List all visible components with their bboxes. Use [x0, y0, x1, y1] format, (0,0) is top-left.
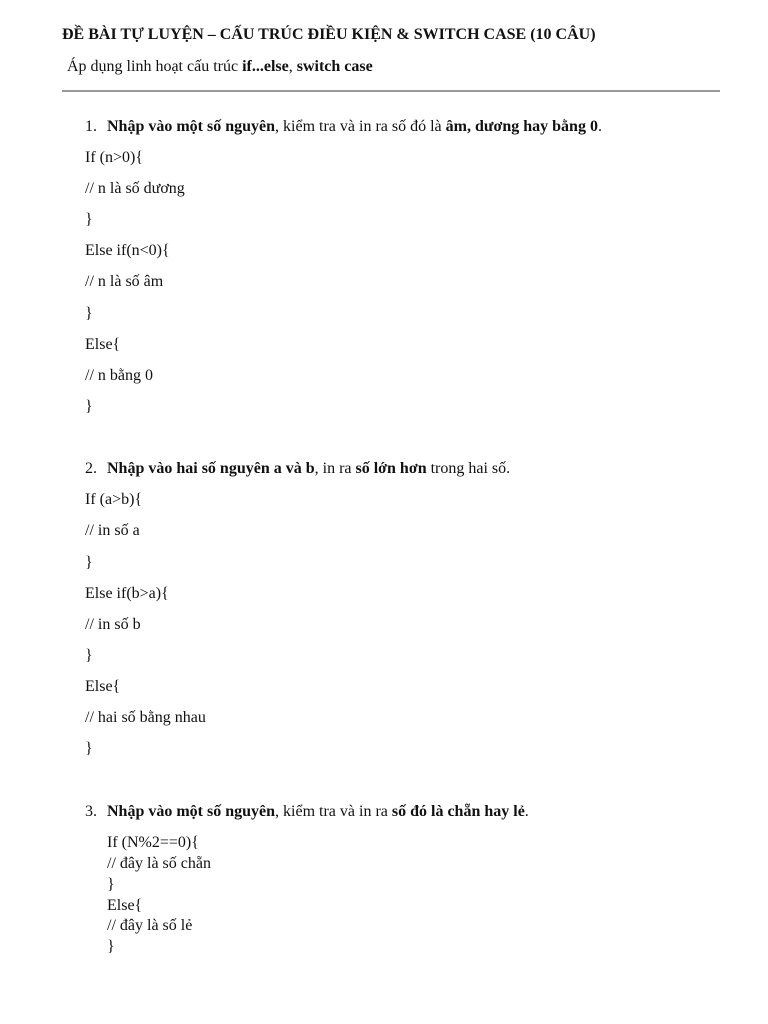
code-line: // in số b [85, 616, 141, 633]
code-line: } [107, 876, 115, 893]
code-line: Else{ [107, 897, 143, 914]
question-text: , kiểm tra và in ra [275, 803, 392, 820]
code-line: // hai số bằng nhau [85, 709, 206, 726]
code-line: Else{ [85, 678, 121, 695]
subtitle-keyword-ifelse: if...else [242, 58, 289, 75]
page-subtitle [67, 58, 373, 76]
code-line: // n là số dương [85, 180, 185, 197]
code-line: Else if(n<0){ [85, 242, 170, 259]
question-text: trong hai số. [426, 460, 511, 477]
question-number: 3. [85, 803, 97, 820]
code-line: } [107, 938, 115, 955]
code-line: // n bằng 0 [85, 367, 153, 384]
question-1 [85, 118, 602, 136]
question-emphasis: Nhập vào một số nguyên [107, 118, 276, 135]
code-line: } [85, 554, 93, 571]
code-line: // in số a [85, 522, 140, 539]
question-number: 1. [85, 118, 97, 135]
question-2 [85, 460, 510, 478]
code-line: } [85, 211, 93, 228]
question-emphasis: Nhập vào một số nguyên [107, 803, 276, 820]
code-line: } [85, 740, 93, 757]
code-line: // đây là số lẻ [107, 917, 193, 934]
subtitle-keyword-switch: switch case [296, 58, 373, 75]
question-emphasis: Nhập vào hai số nguyên a và b [107, 460, 315, 477]
code-line: If (a>b){ [85, 491, 143, 508]
question-text: , in ra [314, 460, 356, 477]
subtitle-separator: , [288, 58, 297, 75]
question-emphasis: âm, dương hay bằng 0 [445, 118, 598, 135]
question-number: 2. [85, 460, 97, 477]
code-line: If (N%2==0){ [107, 834, 199, 851]
question-emphasis: số đó là chẵn hay lẻ [391, 803, 525, 820]
code-line: Else if(b>a){ [85, 585, 169, 602]
question-3 [85, 803, 529, 821]
code-line: If (n>0){ [85, 149, 144, 166]
code-line: } [85, 305, 93, 322]
code-line: Else{ [85, 336, 121, 353]
page-title: ĐỀ BÀI TỰ LUYỆN – CẤU TRÚC ĐIỀU KIỆN & SWITCH CASE (10 CÂU) [62, 26, 596, 43]
subtitle-text: Áp dụng linh hoạt cấu trúc [67, 58, 243, 75]
header-divider [62, 90, 720, 92]
code-line: // đây là số chẵn [107, 855, 211, 872]
question-text: , kiểm tra và in ra số đó là [275, 118, 446, 135]
question-text: . [524, 803, 529, 820]
code-line: } [85, 398, 93, 415]
question-text: . [597, 118, 602, 135]
code-line: } [85, 647, 93, 664]
code-line: // n là số âm [85, 273, 164, 290]
question-emphasis: số lớn hơn [355, 460, 427, 477]
